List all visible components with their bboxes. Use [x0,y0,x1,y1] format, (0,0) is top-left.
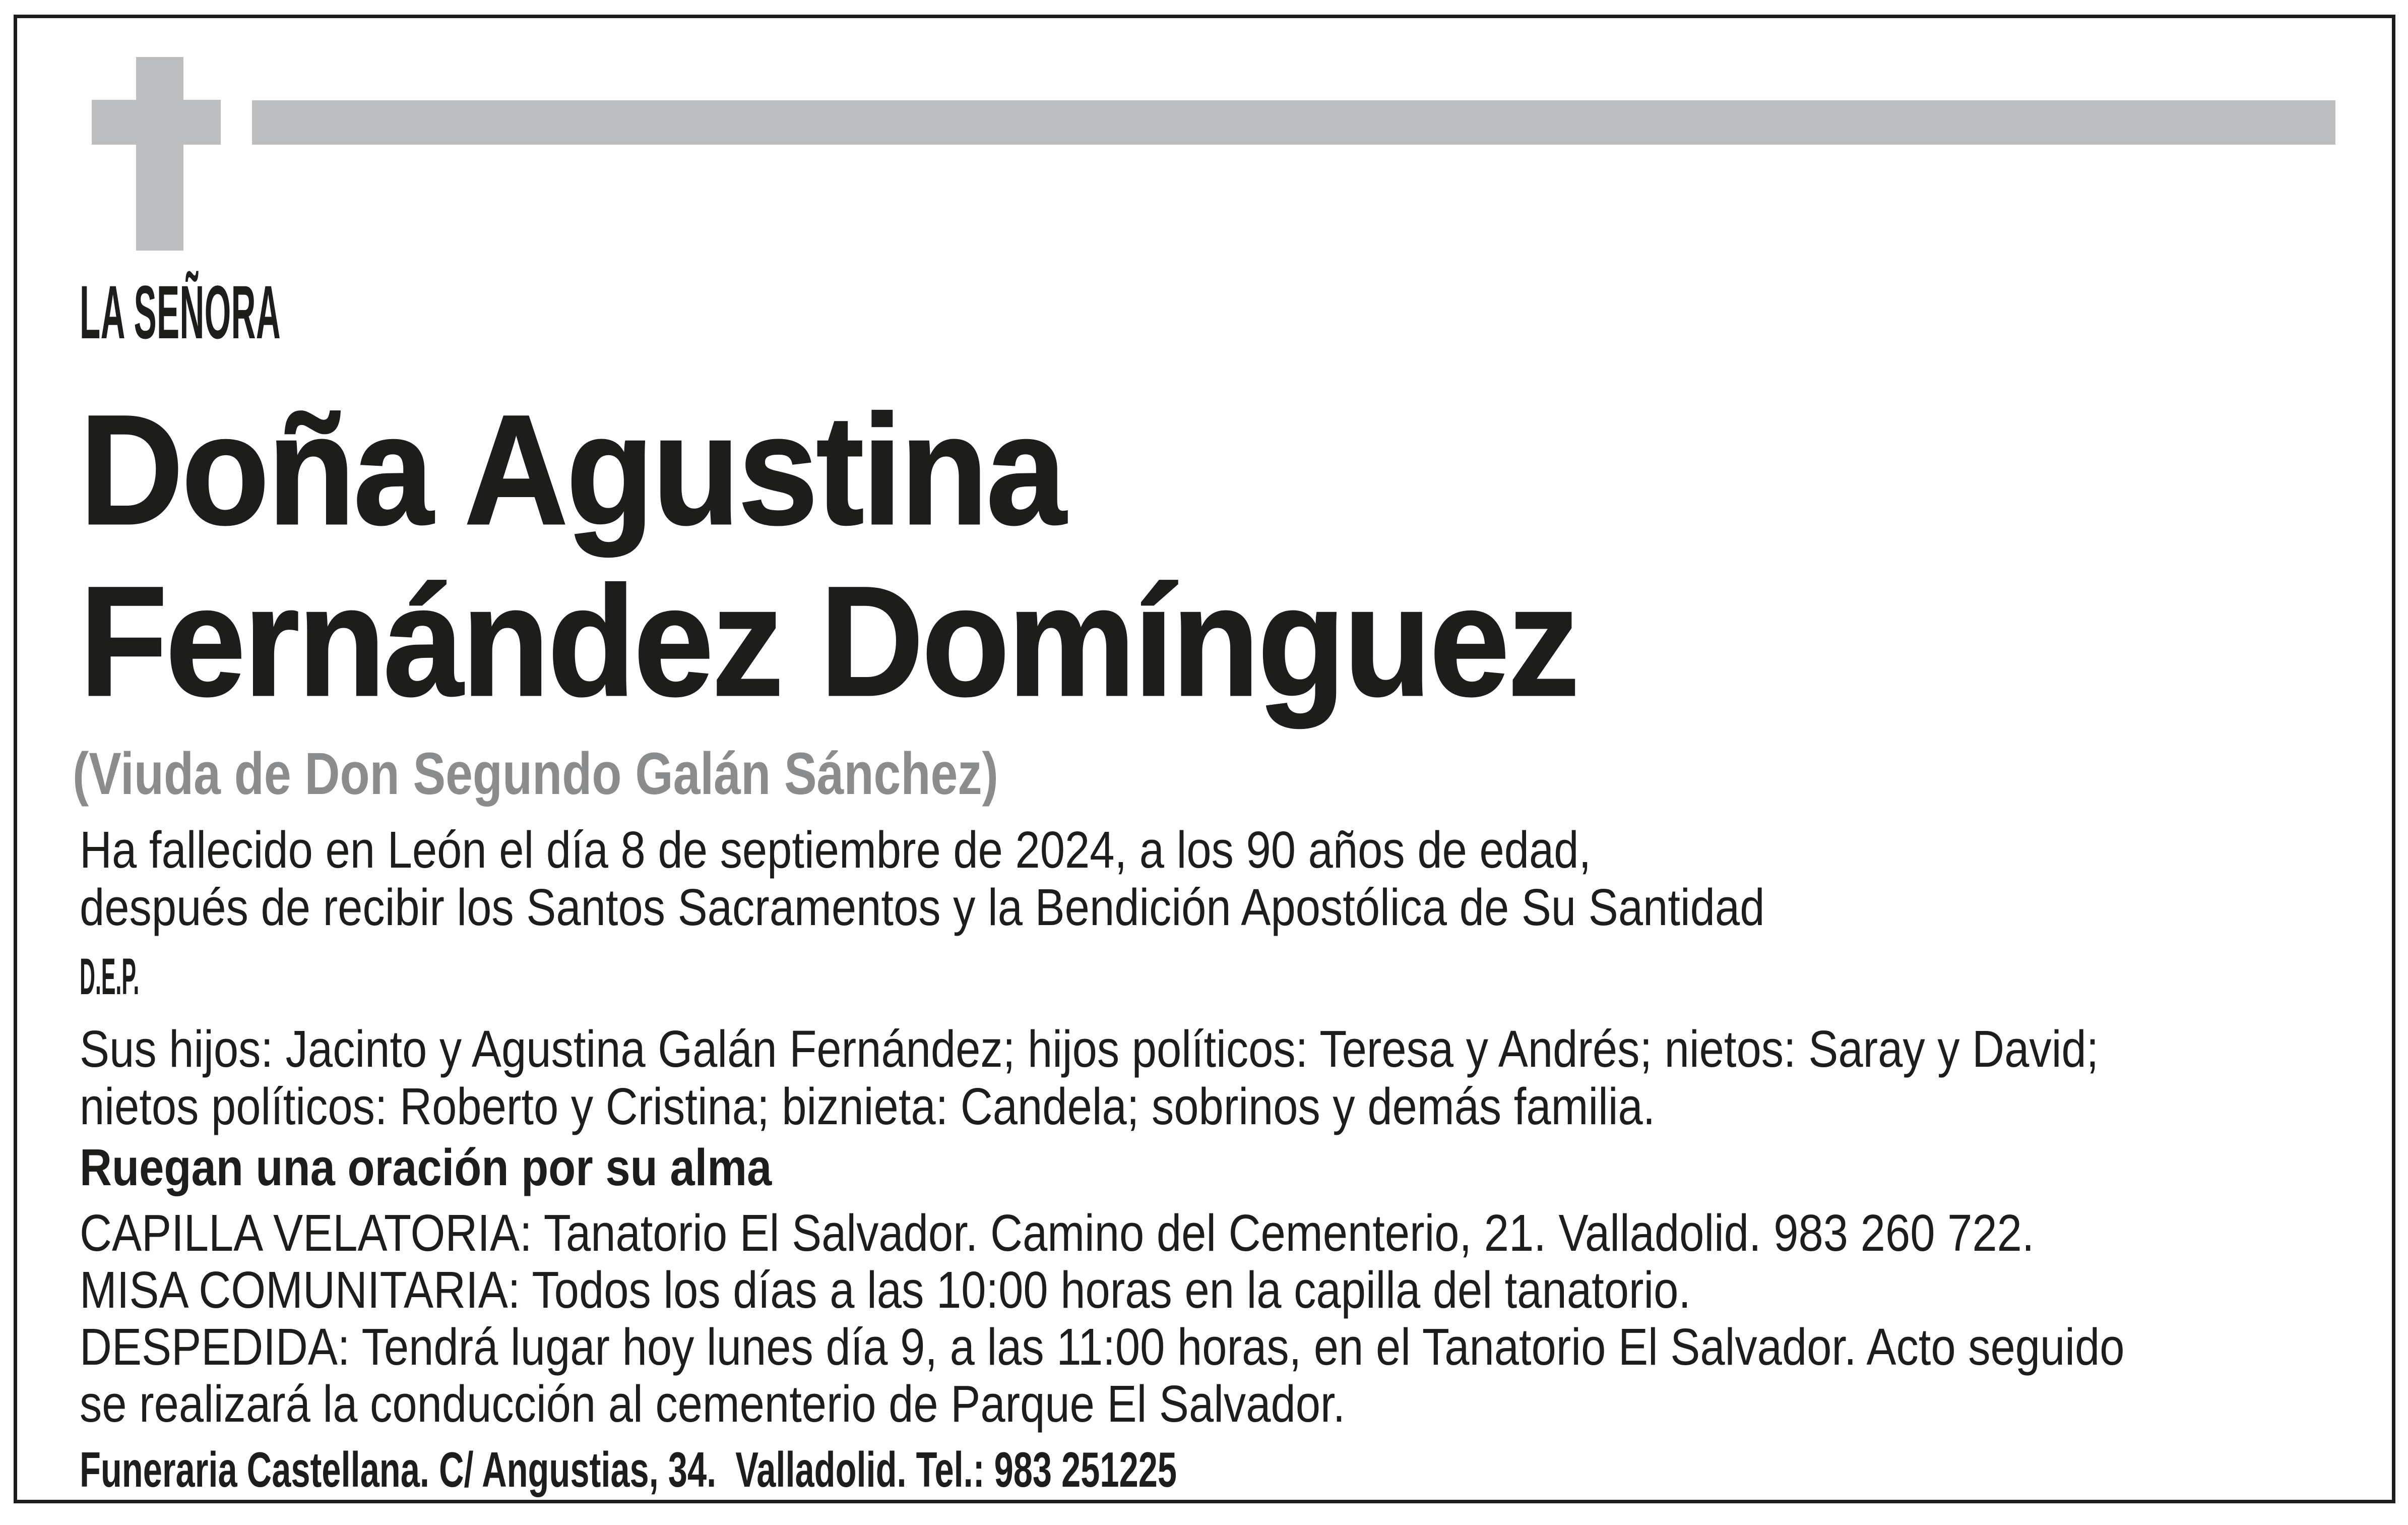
family-line1: Sus hijos: Jacinto y Agustina Galán Fernández; hijos políticos: Teresa y Andrés; nietos: Saray y David; [80,1020,2099,1078]
honorific-text: LA SEÑORA [80,270,281,354]
family-line2: nietos políticos: Roberto y Cristina; biznieta: Candela; sobrinos y demás familia. [80,1077,1656,1135]
death-notice-line1: Ha fallecido en León el día 8 de septiembre de 2024, a los 90 años de edad, [80,821,1592,879]
prayer-text: Ruegan una oración por su alma [80,1138,772,1196]
farewell-line1: DESPEDIDA: Tendrá lugar hoy lunes día 9, a las 11:00 horas, en el Tanatorio El Salvador. Acto seguido [80,1318,2125,1376]
funeral-home-text: Funeraria Castellana. C/ Angustias, 34. Valladolid. Tel.: 983 251225 [80,1442,1177,1497]
death-notice [80,821,2039,936]
deceased-name [80,384,1708,727]
funeral-services-info [80,1204,2408,1432]
death-notice-line2: después de recibir los Santos Sacramentos y la Bendición Apostólica de Su Santidad [80,878,1765,936]
community-mass-line: MISA COMUNITARIA: Todos los días a las 10:00 horas en la capilla del tanatorio. [80,1261,1691,1319]
widow-of-text: (Viuda de Don Segundo Galán Sánchez) [73,741,998,807]
cross-icon [136,57,183,251]
farewell-line2: se realizará la conducción al cementerio de Parque El Salvador. [80,1375,1346,1433]
family-relatives [80,1020,2408,1135]
header-rule-bar [252,100,2335,145]
widow-of-subtitle [73,741,1201,807]
honorific-title [80,270,527,354]
prayer-request [80,1139,884,1196]
wake-chapel-line: CAPILLA VELATORIA: Tanatorio El Salvador. Camino del Cementerio, 21. Valladolid. 983 260 722. [80,1204,2035,1262]
funeral-home-footer [80,1442,1647,1497]
rip-text: D.E.P. [80,948,140,1005]
cross-icon-arm [92,100,221,145]
deceased-name-line1: Doña Agustina [80,382,1064,557]
rip-abbreviation [80,948,222,1005]
deceased-name-line2: Fernández Domínguez [80,554,1578,728]
